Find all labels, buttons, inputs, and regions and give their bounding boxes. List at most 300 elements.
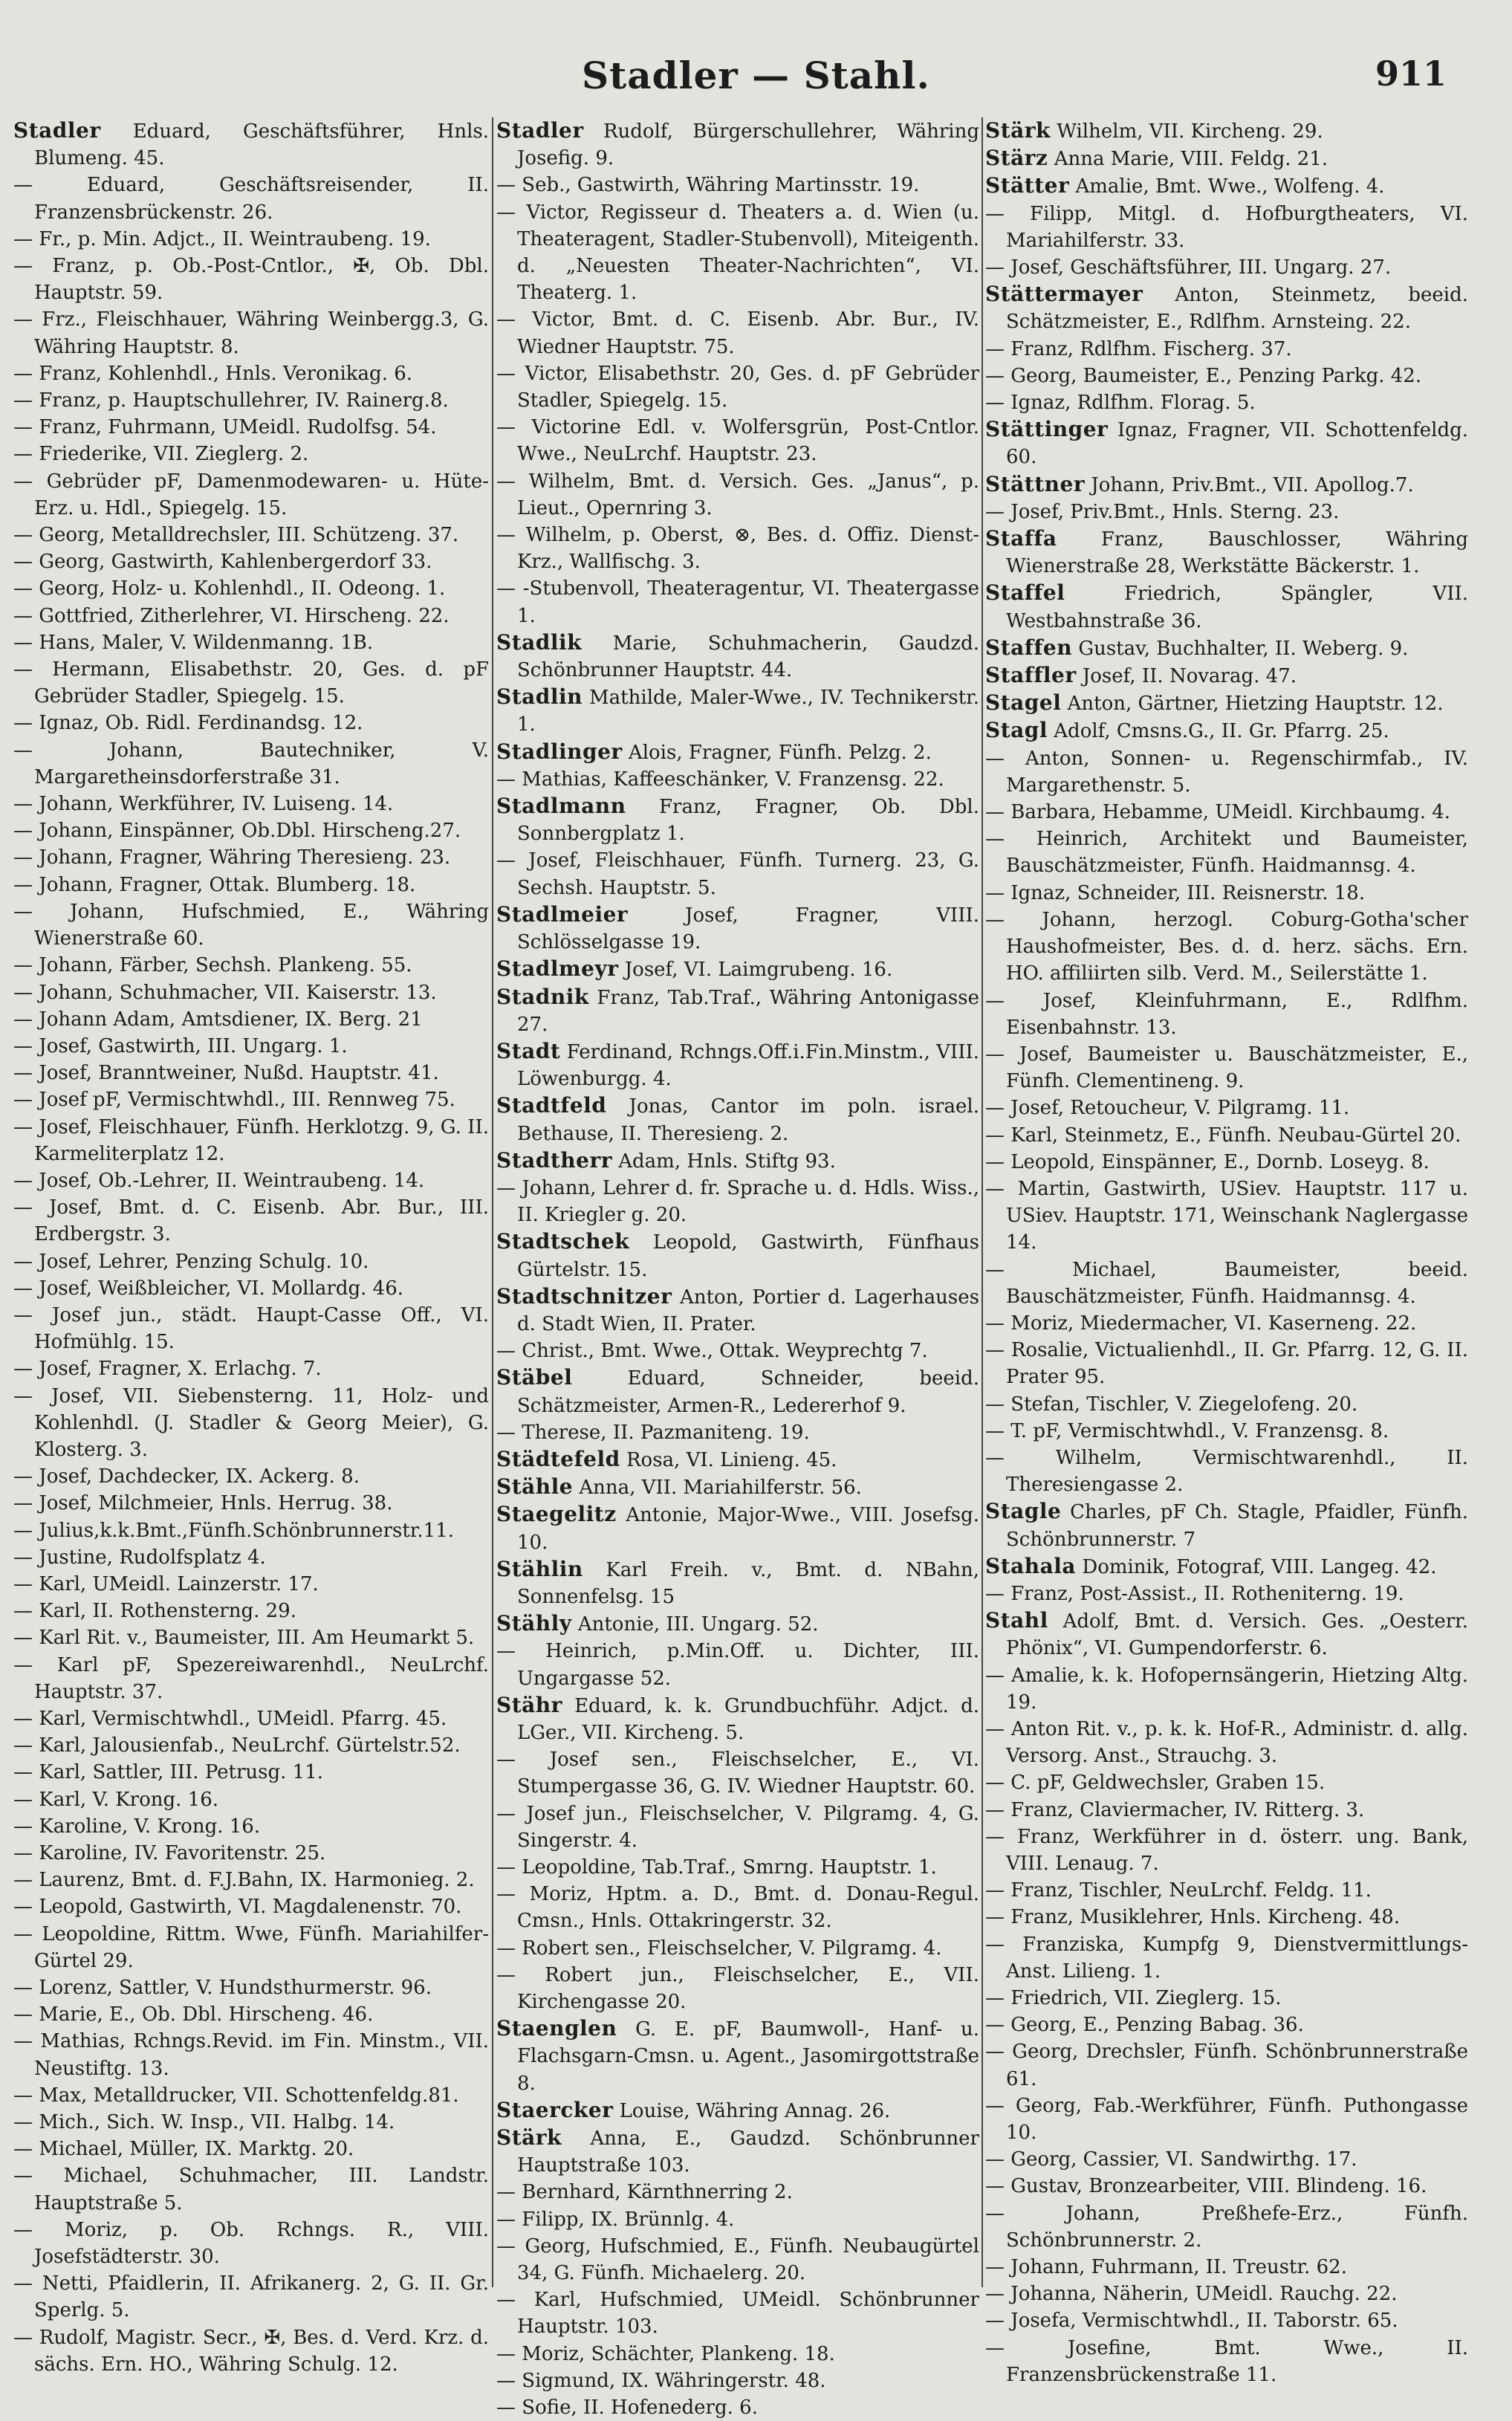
directory-entry — [496, 1692, 979, 1746]
directory-entry — [985, 1337, 1468, 1390]
entry-text: — Mathias, Kaffeeschänker, V. Franzensg. 22. — [496, 768, 944, 791]
directory-entry — [13, 1383, 489, 1464]
entry-text: — Karl, Sattler, III. Petrusg. 11. — [13, 1761, 324, 1784]
entry-text: — Bernhard, Kärnthnerring 2. — [496, 2181, 793, 2204]
entry-surname: Stahl — [985, 1608, 1048, 1633]
entry-text: Wilhelm, VII. Kircheng. 29. — [1050, 120, 1323, 143]
directory-entry — [13, 2162, 489, 2216]
entry-text: G. E. pF, Baumwoll-, Hanf- u. Flachsgarn-Cmsn. u. Agent., Jasomirgottstraße 8. — [517, 2018, 979, 2095]
entry-surname: Stadlmeyr — [496, 956, 619, 982]
directory-entry — [13, 2082, 489, 2109]
directory-entry — [496, 1175, 979, 1228]
directory-entry — [985, 1257, 1468, 1310]
directory-entry — [985, 717, 1468, 745]
entry-text: Karl Freih. v., Bmt. d. NBahn, Sonnenfelsg. 15 — [517, 1558, 979, 1608]
directory-entry — [13, 2109, 489, 2136]
directory-entry — [985, 1498, 1468, 1552]
directory-entry — [496, 901, 979, 956]
directory-entry — [985, 2012, 1468, 2038]
entry-text: — Moriz, Schächter, Plankeng. 18. — [496, 2342, 835, 2365]
entry-text: — Gustav, Bronzearbeiter, VIII. Blindeng. 16. — [985, 2175, 1427, 2198]
entry-text: — Franz, Kohlenhdl., Hnls. Veronikag. 6. — [13, 362, 413, 385]
directory-entry — [985, 416, 1468, 470]
directory-entry — [496, 766, 979, 793]
entry-text: — Georg, Baumeister, E., Penzing Parkg. 42. — [985, 364, 1422, 387]
entry-text: — Christ., Bmt. Wwe., Ottak. Weyprechtg 7. — [496, 1340, 928, 1363]
entry-text: — Leopoldine, Rittm. Wwe, Fünfh. Mariahilfer-Gürtel 29. — [13, 1922, 489, 1972]
directory-entry — [496, 1935, 979, 1962]
entry-surname: Städtefeld — [496, 1446, 620, 1471]
entry-text: — Friedrich, VII. Zieglerg. 15. — [985, 1987, 1282, 2010]
entry-surname: Stadler — [13, 118, 101, 143]
entry-text: Franz, Bauschlosser, Währing Wienerstraße 28, Werkstätte Bäckerstr. 1. — [1006, 528, 1468, 578]
directory-entry — [985, 2173, 1468, 2200]
directory-entry — [985, 1662, 1468, 1716]
directory-entry — [13, 226, 489, 253]
directory-entry — [13, 1114, 489, 1167]
entry-text: Anton, Gärtner, Hietzing Hauptstr. 12. — [1061, 693, 1444, 716]
entry-text: Jonas, Cantor im poln. israel. Bethause, II. Theresieng. 2. — [517, 1095, 979, 1145]
entry-surname: Staegelitz — [496, 1502, 617, 1527]
entry-text: Leopold, Gastwirth, Fünfhaus Gürtelstr. 15. — [517, 1231, 979, 1281]
entry-text: — Michael, Schuhmacher, III. Landstr. Hauptstraße 5. — [13, 2165, 489, 2214]
entry-text: Eduard, Schneider, beeid. Schätzmeister, Armen-R., Ledererhof 9. — [517, 1367, 979, 1417]
directory-entry — [496, 306, 979, 360]
entry-text: — Karoline, IV. Favoritenstr. 25. — [13, 1842, 326, 1864]
directory-entry — [496, 2015, 979, 2097]
entry-surname: Staffler — [985, 663, 1077, 688]
directory-entry — [985, 1797, 1468, 1824]
entry-text: — Josef, Lehrer, Penzing Schulg. 10. — [13, 1250, 369, 1273]
directory-entry — [13, 1355, 489, 1382]
directory-entry — [985, 172, 1468, 200]
entry-text: — Josef, Fragner, X. Erlachg. 7. — [13, 1358, 322, 1381]
entry-text: — Georg, Drechsler, Fünfh. Schönbrunnerstraße 61. — [985, 2041, 1468, 2090]
entry-text: — Laurenz, Bmt. d. F.J.Bahn, IX. Harmonieg. 2. — [13, 1869, 475, 1892]
directory-entry — [985, 1041, 1468, 1095]
entry-text: — Josef, Dachdecker, IX. Ackerg. 8. — [13, 1465, 360, 1488]
directory-entry — [985, 2093, 1468, 2146]
entry-text: — Johann, Färber, Sechsh. Plankeng. 55. — [13, 954, 412, 977]
entry-text: — Ignaz, Rdlfhm. Florag. 5. — [985, 392, 1256, 415]
entry-surname: Stadtschnitzer — [496, 1283, 672, 1309]
directory-entry — [985, 145, 1468, 172]
directory-entry — [985, 799, 1468, 826]
directory-entry — [985, 580, 1468, 634]
directory-entry — [496, 2233, 979, 2286]
directory-entry — [496, 1228, 979, 1283]
entry-text: — Victorine Edl. v. Wolfersgrün, Post-Cntlor. Wwe., NeuLrchf. Hauptstr. 23. — [496, 416, 979, 466]
directory-entry — [985, 1149, 1468, 1176]
directory-entry — [13, 2028, 489, 2081]
directory-entry — [13, 2270, 489, 2324]
directory-entry — [985, 1581, 1468, 1607]
entry-text: — Franz, Werkführer in d. österr. ung. Bank, VIII. Lenaug. 7. — [985, 1825, 1468, 1875]
entry-surname: Stagel — [985, 690, 1062, 716]
directory-entry — [496, 739, 979, 766]
directory-entry — [13, 468, 489, 522]
entry-text: — Heinrich, Architekt und Baumeister, Bauschätzmeister, Fünfh. Haidmannsg. 4. — [985, 828, 1468, 878]
entry-text: — Franz, Rdlfhm. Fischerg. 37. — [985, 337, 1292, 360]
entry-text: — Filipp, Mitgl. d. Hofburgtheaters, VI. Mariahilferstr. 33. — [985, 202, 1468, 252]
directory-entry — [13, 656, 489, 710]
entry-text: — Sofie, II. Hofenederg. 6. — [496, 2396, 758, 2420]
entry-surname: Stagle — [985, 1499, 1062, 1524]
column-rule — [492, 117, 493, 2287]
entry-text: Gustav, Buchhalter, II. Weberg. 9. — [1072, 637, 1409, 660]
entry-text: — Josef, Branntweiner, Nußd. Hauptstr. 41. — [13, 1062, 439, 1085]
entry-text: — Mathias, Rchngs.Revid. im Fin. Minstm., VII. Neustiftg. 13. — [13, 2030, 489, 2080]
directory-entry — [985, 117, 1468, 145]
directory-entry — [496, 1147, 979, 1175]
entry-text: — Karl, V. Krong. 16. — [13, 1788, 218, 1811]
directory-entry — [985, 745, 1468, 799]
entry-surname: Stärz — [985, 146, 1048, 171]
directory-entry — [496, 172, 979, 198]
directory-entry — [985, 363, 1468, 389]
entry-text: — Josef, Weißbleicher, VI. Mollardg. 46. — [13, 1277, 404, 1300]
directory-entry — [985, 2200, 1468, 2254]
entry-text: — Johann, Bautechniker, V. Margaretheinsdorferstraße 31. — [13, 739, 489, 788]
directory-entry — [985, 525, 1468, 580]
entry-text: — Josef, Fleischhauer, Fünfh. Herklotzg. 9, G. II. Karmeliterplatz 12. — [13, 1115, 489, 1165]
directory-entry — [496, 1610, 979, 1638]
directory-entry — [13, 1086, 489, 1113]
directory-entry — [496, 847, 979, 901]
directory-entry — [496, 956, 979, 983]
directory-entry — [985, 1310, 1468, 1337]
entry-surname: Stäbel — [496, 1365, 573, 1390]
entry-surname: Stadtschek — [496, 1229, 630, 1254]
entry-surname: Staercker — [496, 2097, 614, 2122]
entry-surname: Stählin — [496, 1556, 583, 1581]
entry-text: — Heinrich, p.Min.Off. u. Dichter, III. Ungargasse 52. — [496, 1640, 979, 1690]
entry-surname: Stätter — [985, 173, 1070, 198]
directory-entry — [496, 1746, 979, 1800]
directory-entry — [13, 1921, 489, 1974]
entry-surname: Stadlik — [496, 629, 583, 655]
entry-text: — Johann, Preßhefe-Erz., Fünfh. Schönbrunnerstr. 2. — [985, 2202, 1468, 2252]
entry-text: — Josef, Priv.Bmt., Hnls. Sterng. 23. — [985, 500, 1340, 523]
directory-entry — [13, 522, 489, 548]
directory-entry — [13, 1705, 489, 1732]
directory-entry — [985, 2307, 1468, 2334]
entry-text: Josef, Fragner, VIII. Schlösselgasse 19. — [517, 904, 979, 954]
entry-text: — Karl, Jalousienfab., NeuLrchf. Gürtelstr.52. — [13, 1734, 461, 1757]
entry-text: Ignaz, Fragner, VII. Schottenfeldg. 60. — [1006, 419, 1468, 469]
entry-text: — Leopoldine, Tab.Traf., Smrng. Hauptstr. 1. — [496, 1856, 937, 1879]
directory-entry — [13, 1732, 489, 1759]
directory-entry — [13, 1167, 489, 1194]
entry-text: Franz, Fragner, Ob. Dbl. Sonnbergplatz 1. — [517, 796, 979, 846]
directory-entry — [13, 898, 489, 952]
directory-entry — [985, 1445, 1468, 1498]
page-number: 911 — [1375, 54, 1447, 94]
entry-surname: Stättner — [985, 471, 1086, 496]
directory-entry — [985, 201, 1468, 254]
entry-text: Amalie, Bmt. Wwe., Wolfeng. 4. — [1069, 175, 1385, 198]
entry-text: — Moriz, Hptm. a. D., Bmt. d. Donau-Regul. Cmsn., Hnls. Ottakringerstr. 32. — [496, 1883, 979, 1933]
entry-text: — Josef, Milchmeier, Hnls. Herrug. 38. — [13, 1492, 393, 1515]
directory-entry — [13, 441, 489, 467]
entry-text: — Anton, Sonnen- u. Regenschirmfab., IV. Margarethenstr. 5. — [985, 747, 1468, 797]
entry-text: — Johann, Schuhmacher, VII. Kaiserstr. 13. — [13, 981, 437, 1004]
directory-entry — [985, 1095, 1468, 1121]
entry-text: — Georg, Gastwirth, Kahlenbergerdorf 33. — [13, 551, 432, 574]
directory-entry — [985, 1904, 1468, 1931]
entry-surname: Staffel — [985, 580, 1065, 606]
entry-text: Eduard, k. k. Grundbuchführ. Adjct. d. LGer., VII. Kircheng. 5. — [517, 1694, 979, 1744]
entry-text: — Hans, Maler, V. Wildenmanng. 1B. — [13, 631, 374, 654]
entry-text: — Franz, Claviermacher, IV. Ritterg. 3. — [985, 1798, 1365, 1821]
directory-entry — [496, 2367, 979, 2394]
entry-text: Alois, Fragner, Fünfh. Pelzg. 2. — [622, 741, 932, 764]
entry-text: — Johann Adam, Amtsdiener, IX. Berg. 21 — [13, 1008, 423, 1031]
entry-text: — Johanna, Näherin, UMeidl. Rauchg. 22. — [985, 2283, 1398, 2306]
directory-entry — [985, 1391, 1468, 1418]
directory-entry — [985, 1122, 1468, 1149]
entry-text: — Karl, UMeidl. Lainzerstr. 17. — [13, 1572, 319, 1595]
directory-entry — [985, 2335, 1468, 2388]
directory-entry — [13, 548, 489, 575]
entry-text: — Fr., p. Min. Adjct., II. Weintraubeng. 19. — [13, 227, 431, 250]
entry-text: — Johann, Hufschmied, E., Währing Wienerstraße 60. — [13, 900, 489, 950]
directory-entry — [496, 1364, 979, 1419]
entry-text: — Josef, Baumeister u. Bauschätzmeister, E., Fünfh. Clementineng. 9. — [985, 1043, 1468, 1093]
directory-entry — [13, 1248, 489, 1275]
entry-text: — Johann, Fuhrmann, II. Treustr. 62. — [985, 2256, 1347, 2279]
entry-text: — Mich., Sich. W. Insp., VII. Halbg. 14. — [13, 2111, 395, 2134]
entry-surname: Stähly — [496, 1611, 572, 1636]
entry-text: — Michael, Müller, IX. Marktg. 20. — [13, 2138, 354, 2161]
entry-text: — Therese, II. Pazmaniteng. 19. — [496, 1421, 810, 1444]
directory-entry — [13, 1275, 489, 1302]
entry-text: — C. pF, Geldwechsler, Graben 15. — [985, 1772, 1326, 1795]
entry-text: Mathilde, Maler-Wwe., IV. Technikerstr. 1. — [517, 687, 979, 736]
directory-entry — [496, 2394, 979, 2421]
directory-entry — [496, 2206, 979, 2233]
entry-text: — Robert sen., Fleischselcher, V. Pilgramg. 4. — [496, 1937, 942, 1960]
entry-surname: Stättermayer — [985, 282, 1143, 307]
entry-text: Josef, VI. Laimgrubeng. 16. — [618, 959, 893, 982]
entry-surname: Stättinger — [985, 417, 1109, 442]
entry-text: — Michael, Baumeister, beeid. Bauschätzmeister, Fünfh. Haidmannsg. 4. — [985, 1258, 1468, 1308]
entry-text: — Josef jun., städt. Haupt-Casse Off., VI. Hofmühlg. 15. — [13, 1303, 489, 1354]
entry-surname: Stadtfeld — [496, 1093, 607, 1118]
entry-text: — Amalie, k. k. Hofopernsängerin, Hietzing Altg. 19. — [985, 1664, 1468, 1714]
directory-entry — [13, 2217, 489, 2270]
directory-entry — [985, 2254, 1468, 2281]
directory-entry — [13, 603, 489, 629]
entry-surname: Stähr — [496, 1692, 562, 1717]
entry-surname: Stadler — [496, 118, 584, 143]
entry-surname: Stadtherr — [496, 1147, 612, 1173]
entry-surname: Stahala — [985, 1553, 1077, 1578]
entry-surname: Stadlinger — [496, 739, 623, 764]
entry-text: Marie, Schuhmacherin, Gaudzd. Schönbrunner Hauptstr. 44. — [517, 632, 979, 682]
entry-surname: Stadt — [496, 1038, 561, 1063]
directory-entry — [985, 254, 1468, 281]
entry-text: — Georg, Hufschmied, E., Fünfh. Neubaugürtel 34, G. Fünfh. Michaelerg. 20. — [496, 2234, 979, 2285]
entry-surname: Stärk — [496, 2125, 562, 2151]
entry-text: — Josef, Bmt. d. C. Eisenb. Abr. Bur., III. Erdbergstr. 3. — [13, 1196, 489, 1246]
entry-text: — T. pF, Vermischtwhdl., V. Franzensg. 8. — [985, 1419, 1389, 1442]
column-rule — [981, 117, 983, 2287]
entry-text: — Robert jun., Fleischselcher, E., VII. Kirchengasse 20. — [496, 1963, 979, 2014]
directory-entry — [496, 793, 979, 847]
directory-entry — [496, 1038, 979, 1092]
entry-text: — Franz, p. Ob.-Post-Cntlor., ✠, Ob. Dbl. Hauptstr. 59. — [13, 255, 489, 305]
entry-text: — Josef, Fleischhauer, Fünfh. Turnerg. 23, G. Sechsh. Hauptstr. 5. — [496, 849, 979, 899]
entry-text: — Victor, Bmt. d. C. Eisenb. Abr. Bur., IV. Wiedner Hauptstr. 75. — [496, 308, 979, 358]
entry-text: — Victor, Elisabethstr. 20, Ges. d. pF Gebrüder Stadler, Spiegelg. 15. — [496, 362, 979, 412]
directory-entry — [496, 629, 979, 684]
directory-entry — [985, 1607, 1468, 1662]
entry-text: — Seb., Gastwirth, Währing Martinsstr. 19. — [496, 174, 920, 197]
directory-entry — [13, 306, 489, 360]
entry-text: — Anton Rit. v., p. k. k. Hof-R., Administr. d. allg. Versorg. Anst., Strauchg. 3. — [985, 1717, 1468, 1768]
entry-surname: Stärk — [985, 118, 1051, 143]
directory-entry — [985, 1985, 1468, 2012]
directory-entry — [13, 414, 489, 441]
entry-text: — Franz, p. Hauptschullehrer, IV. Rainerg.8. — [13, 389, 449, 412]
directory-entry — [13, 253, 489, 306]
directory-entry — [13, 1544, 489, 1571]
entry-text: — Hermann, Elisabethstr. 20, Ges. d. pF Gebrüder Stadler, Spiegelg. 15. — [13, 658, 489, 708]
entry-surname: Stadlmann — [496, 794, 626, 819]
directory-entry — [985, 1418, 1468, 1445]
directory-entry — [985, 2038, 1468, 2092]
directory-entry — [985, 1769, 1468, 1796]
entry-text: Dominik, Fotograf, VIII. Langeg. 42. — [1076, 1555, 1437, 1578]
directory-entry — [13, 1490, 489, 1517]
entry-text: — Franz, Fuhrmann, UMeidl. Rudolfsg. 54. — [13, 416, 437, 439]
entry-text: — Franz, Musiklehrer, Hnls. Kircheng. 48. — [985, 1906, 1401, 1929]
directory-entry — [13, 872, 489, 898]
directory-entry — [13, 117, 489, 172]
entry-surname: Staffa — [985, 526, 1057, 551]
directory-entry — [496, 1092, 979, 1147]
entry-text: Anton, Portier d. Lagerhauses d. Stadt Wien, II. Prater. — [517, 1286, 979, 1335]
directory-entry — [496, 522, 979, 575]
entry-text: — Julius,k.k.Bmt.,Fünfh.Schönbrunnerstr.11. — [13, 1519, 454, 1542]
directory-entry — [13, 1867, 489, 1893]
entry-text: — Wilhelm, Vermischtwarenhdl., II. Theresiengasse 2. — [985, 1446, 1468, 1497]
directory-entry — [496, 2179, 979, 2206]
entry-text: Antonie, Major-Wwe., VIII. Josefsg. 10. — [517, 1504, 979, 1554]
entry-surname: Stähle — [496, 1474, 574, 1500]
entry-text: — Johann, Fragner, Ottak. Blumberg. 18. — [13, 873, 416, 896]
directory-entry — [985, 1553, 1468, 1581]
directory-entry — [496, 1801, 979, 1854]
directory-entry — [13, 1571, 489, 1598]
entry-text: Ferdinand, Rchngs.Off.i.Fin.Minstm., VIII. Löwenburgg. 4. — [517, 1040, 979, 1091]
directory-entry — [985, 1716, 1468, 1769]
directory-entry — [13, 817, 489, 844]
directory-entry — [13, 1598, 489, 1624]
directory-entry — [13, 172, 489, 225]
directory-entry — [985, 907, 1468, 988]
entry-text: Anna Marie, VIII. Feldg. 21. — [1048, 148, 1328, 171]
entry-text: — Josef, Gastwirth, III. Ungarg. 1. — [13, 1034, 348, 1057]
directory-entry — [13, 1786, 489, 1813]
directory-entry — [13, 1006, 489, 1033]
entry-text: — Moriz, p. Ob. Rchngs. R., VIII. Josefstädterstr. 30. — [13, 2218, 489, 2269]
directory-entry — [496, 1474, 979, 1501]
directory-entry — [496, 1283, 979, 1338]
entry-text: — Justine, Rudolfsplatz 4. — [13, 1546, 266, 1569]
directory-entry — [985, 826, 1468, 879]
directory-entry — [13, 791, 489, 817]
directory-entry — [13, 844, 489, 871]
entry-text: — Karl, Steinmetz, E., Fünfh. Neubau-Gürtel 20. — [985, 1124, 1461, 1147]
entry-text: — Gebrüder pF, Damenmodewaren- u. Hüte-Erz. u. Hdl., Spiegelg. 15. — [13, 470, 489, 519]
entry-surname: Stagl — [985, 718, 1048, 743]
directory-entry — [985, 1877, 1468, 1904]
entry-text: — Franziska, Kumpfg 9, Dienstvermittlungs-Anst. Liliеng. 1. — [985, 1933, 1468, 1983]
entry-text: — Sigmund, IX. Währingerstr. 48. — [496, 2369, 826, 2392]
directory-entry — [496, 2286, 979, 2340]
directory-entry — [496, 575, 979, 629]
directory-entry — [13, 1974, 489, 2001]
directory-entry — [496, 360, 979, 414]
directory-entry — [13, 2001, 489, 2028]
entry-text: Anna, E., Gaudzd. Schönbrunner Hauptstraße 103. — [517, 2127, 979, 2177]
entry-text: — Marie, E., Ob. Dbl. Hirscheng. 46. — [13, 2003, 374, 2026]
directory-entry — [985, 2146, 1468, 2173]
entry-text: Eduard, Geschäftsführer, Hnls. Blumeng. 45. — [34, 120, 489, 170]
directory-entry — [496, 2097, 979, 2125]
directory-column-2 — [496, 117, 979, 2420]
entry-text: — Josefa, Vermischtwhdl., II. Taborstr. 65. — [985, 2310, 1398, 2333]
entry-text: — Wilhelm, Bmt. d. Versich. Ges. „Janus“, p. Lieut., Opernring 3. — [496, 470, 979, 519]
entry-text: — -Stubenvoll, Theateragentur, VI. Theatergasse 1. — [496, 577, 979, 627]
directory-entry — [985, 471, 1468, 499]
entry-text: — Franz, Tischler, NeuLrchf. Feldg. 11. — [985, 1879, 1372, 1902]
entry-surname: Staenglen — [496, 2016, 617, 2041]
entry-text: — Max, Metalldrucker, VII. Schottenfeldg.81. — [13, 2084, 459, 2107]
directory-column-1 — [13, 117, 489, 2376]
directory-entry — [496, 2341, 979, 2367]
entry-text: Rosa, VI. Linieng. 45. — [620, 1448, 837, 1471]
directory-entry — [985, 690, 1468, 717]
entry-text: — Leopold, Gastwirth, VI. Magdalenenstr. 70. — [13, 1896, 462, 1919]
entry-text: — Johann, Lehrer d. fr. Sprache u. d. Hdls. Wiss., II. Kriegler g. 20. — [496, 1176, 979, 1227]
entry-text: — Netti, Pfaidlerin, II. Afrikanerg. 2, G. II. Gr. Sperlg. 5. — [13, 2272, 489, 2322]
entry-text: — Josef, Ob.-Lehrer, II. Weintraubeng. 14. — [13, 1169, 425, 1192]
directory-entry — [13, 1463, 489, 1490]
entry-text: — Wilhelm, p. Oberst, ⊗, Bes. d. Offiz. Dienst-Krz., Wallfischg. 3. — [496, 524, 979, 574]
directory-entry — [13, 1194, 489, 1248]
directory-entry — [496, 1638, 979, 1691]
entry-text: — Johann, Einspänner, Ob.Dbl. Hirscheng.27. — [13, 820, 461, 843]
entry-text: — Johann, herzogl. Coburg-Gotha'scher Haushofmeister, Bes. d. d. herz. sächs. Ern. HO. affiliirten silb. Verd. M., Seilerstätte 1. — [985, 908, 1468, 985]
directory-entry — [13, 952, 489, 979]
directory-entry — [13, 1813, 489, 1840]
entry-text: — Karl pF, Spezereiwarenhdl., NeuLrchf. Hauptstr. 37. — [13, 1653, 489, 1703]
directory-entry — [985, 499, 1468, 525]
directory-entry — [13, 710, 489, 736]
entry-text: — Ignaz, Schneider, III. Reisnerstr. 18. — [985, 881, 1366, 904]
directory-entry — [985, 336, 1468, 363]
entry-text: — Eduard, Geschäftsreisender, II. Franzensbrückenstr. 26. — [13, 174, 489, 224]
entry-text: — Johann, Werkführer, IV. Luiseng. 14. — [13, 793, 394, 816]
directory-entry — [985, 880, 1468, 907]
directory-entry — [985, 662, 1468, 690]
directory-entry — [985, 988, 1468, 1041]
entry-text: Anton, Steinmetz, beeid. Schätzmeister, E., Rdlfhm. Arnsteing. 22. — [1006, 284, 1468, 334]
directory-entry — [985, 1824, 1468, 1877]
